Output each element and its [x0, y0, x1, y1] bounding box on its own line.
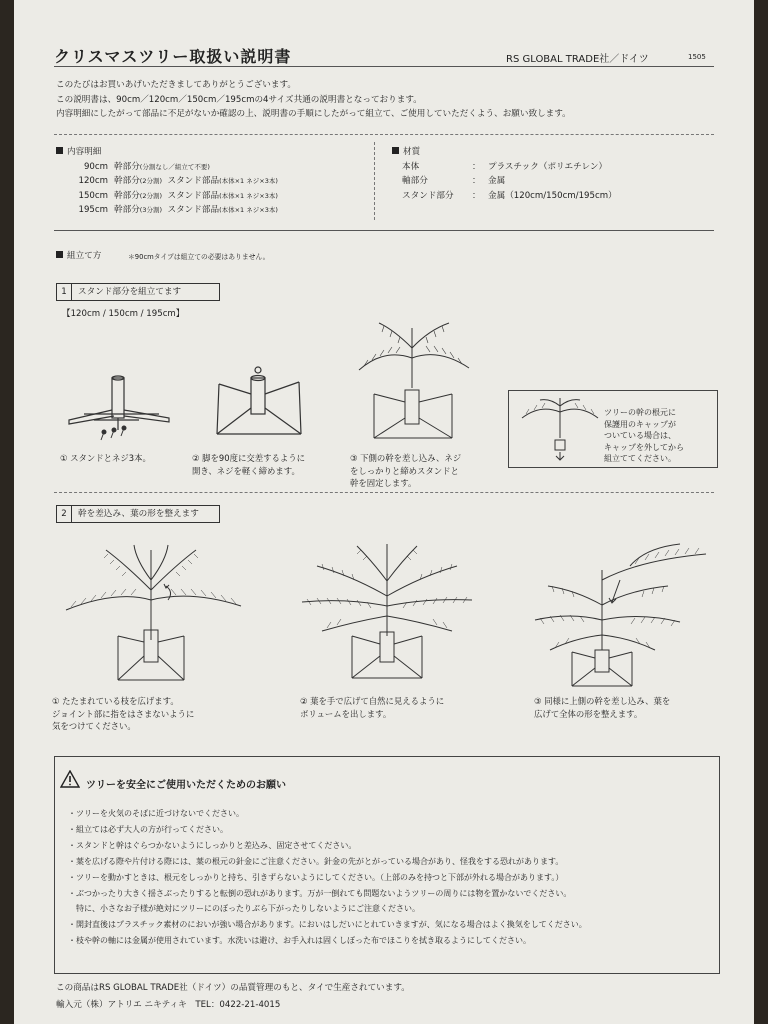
document-title: クリスマスツリー取扱い説明書: [54, 47, 292, 66]
branches-fold-illustration: [56, 540, 246, 688]
contents-heading: 内容明細: [56, 145, 278, 160]
step1-box: [56, 283, 220, 301]
warning-triangle-icon: [60, 770, 80, 788]
cap-tip-text: ツリーの幹の根元に 保護用のキャップが ついている場合は、 キャップを外してから 組立ててください。: [604, 408, 684, 463]
intro-line: このたびはお買いあげいただきましてありがとうございます。: [56, 80, 296, 90]
step2-caption: ③ 同様に上側の幹を差し込み、葉を 広げて全体の形を整えます。: [534, 696, 671, 719]
intro-text: [56, 78, 571, 122]
intro-line: 内容明細にしたがって部品に不足がないか確認の上、説明書の手順にしたがって組立て、ご使用していただくよう、お願い致します。: [56, 109, 571, 119]
materials-heading: 材質: [392, 145, 617, 160]
square-bullet-icon: [56, 147, 63, 154]
footer: [56, 980, 410, 1014]
caution-item: ・ツリーを動かすときは、根元をしっかりと持ち、引きずらないようにしてください。（上部のみを持つと下部が外れる場合があります。）: [68, 872, 564, 882]
brand-label: RS GLOBAL TRADE社／ドイツ: [506, 54, 649, 65]
step2-box: [56, 505, 220, 523]
caution-item: ・枝や幹の軸には金属が使用されています。水洗いは避け、お手入れは固くしぼった布でほこりを拭き取るようにしてください。: [68, 936, 532, 946]
contents-row: 150cm 幹部分(2分割) スタンド部品(本体×1 ネジ×3本): [78, 190, 278, 201]
caution-item: ・ツリーを火気のそばに近づけないでください。: [68, 809, 244, 818]
stand-parts-illustration: [64, 370, 179, 445]
material-row: スタンド部分 ： 金属（120cm/150cm/195cm）: [402, 190, 617, 201]
intro-line: この説明書は、90cm／120cm／150cm／195cmの4サイズ共通の説明書となっております。: [56, 94, 422, 105]
caution-list: [68, 806, 587, 949]
material-row: 軸部分 ： 金属: [402, 176, 506, 186]
step2-caption: ① たたまれている枝を広げます。 ジョイント部に指をはさまないように 気をつけてください。: [52, 696, 195, 731]
step-title: スタンド部分を組立てます: [78, 287, 182, 297]
contents-section: [56, 145, 278, 218]
step1-caption: ③ 下側の幹を差し込み、ネジ をしっかりと締めスタンドと 幹を固定します。: [350, 453, 462, 488]
document-code: 1505: [688, 53, 706, 61]
step-number: 1: [57, 284, 72, 300]
caution-item: ・ぶつかったり大きく揺さぶったりすると転倒の恐れがあります。万が一倒れても問題ないようツリーの周りには物を置かないでください。: [68, 888, 572, 898]
caution-item: ・スタンドと幹はぐらつかないようにしっかりと差込み、固定させてください。: [68, 840, 357, 850]
square-bullet-icon: [56, 251, 63, 258]
caution-item: ・組立ては必ず大人の方が行ってください。: [68, 824, 228, 834]
step1-sizes: 【120cm / 150cm / 195cm】: [62, 309, 185, 319]
contents-row: 90cm 幹部分(分割なし／組立て不要): [83, 161, 210, 172]
contents-row: 195cm 幹部分(3分割) スタンド部品(本体×1 ネジ×3本): [78, 205, 278, 215]
upper-trunk-illustration: [530, 540, 714, 690]
assembly-note: ＊90cmタイプは組立ての必要はありません。: [128, 253, 270, 261]
step-number: 2: [57, 506, 72, 522]
branches-spread-illustration: [297, 536, 477, 686]
section-rule: [54, 230, 714, 231]
square-bullet-icon: [392, 147, 399, 154]
step1-caption: ① スタンドとネジ3本。: [60, 453, 151, 463]
caution-title: ツリーを安全にご使用いただくためのお願い: [86, 780, 286, 791]
caution-item: ・葉を広げる際や片付ける際には、葉の根元の針金にご注意ください。針金の先がとがっている場合があり、怪我をする恐れがあります。: [68, 856, 564, 866]
stand-with-trunk-illustration: [354, 318, 474, 446]
column-divider: [374, 142, 375, 220]
instruction-sheet: [14, 0, 754, 1024]
step1-caption: ② 脚を90度に交差するように 開き、ネジを軽く締めます。: [192, 453, 305, 476]
contents-row: 120cm 幹部分(2分割) スタンド部品(本体×1 ネジ×3本): [78, 176, 278, 186]
stand-open-illustration: [209, 364, 309, 442]
header-rule: [54, 66, 714, 67]
section-divider: [54, 492, 714, 493]
material-row: 本体 ： プラスチック（ポリエチレン）: [402, 161, 608, 172]
step-title: 幹を差込み、葉の形を整えます: [78, 509, 199, 519]
caution-item: ・開封直後はプラスチック素材のにおいが強い場合があります。においはしだいにとれていきますが、気になる場合はよく換気をしてください。: [68, 920, 587, 930]
materials-section: [392, 145, 617, 203]
assembly-heading: 組立て方: [56, 249, 101, 261]
trunk-cap-illustration: [520, 398, 600, 462]
footer-origin: この商品はRS GLOBAL TRADE社（ドイツ）の品質管理のもと、タイで生産されています。: [56, 983, 410, 993]
step2-caption: ② 葉を手で広げて自然に見えるように ボリュームを出します。: [300, 696, 445, 719]
footer-importer: 輸入元（株）アトリエ ニキティキ TEL：0422-21-4015: [56, 1000, 281, 1010]
section-divider: [54, 134, 714, 135]
caution-item: 特に、小さなお子様が絶対にツリーにのぼったりぶら下がったりしないようにご注意ください。: [68, 904, 420, 914]
